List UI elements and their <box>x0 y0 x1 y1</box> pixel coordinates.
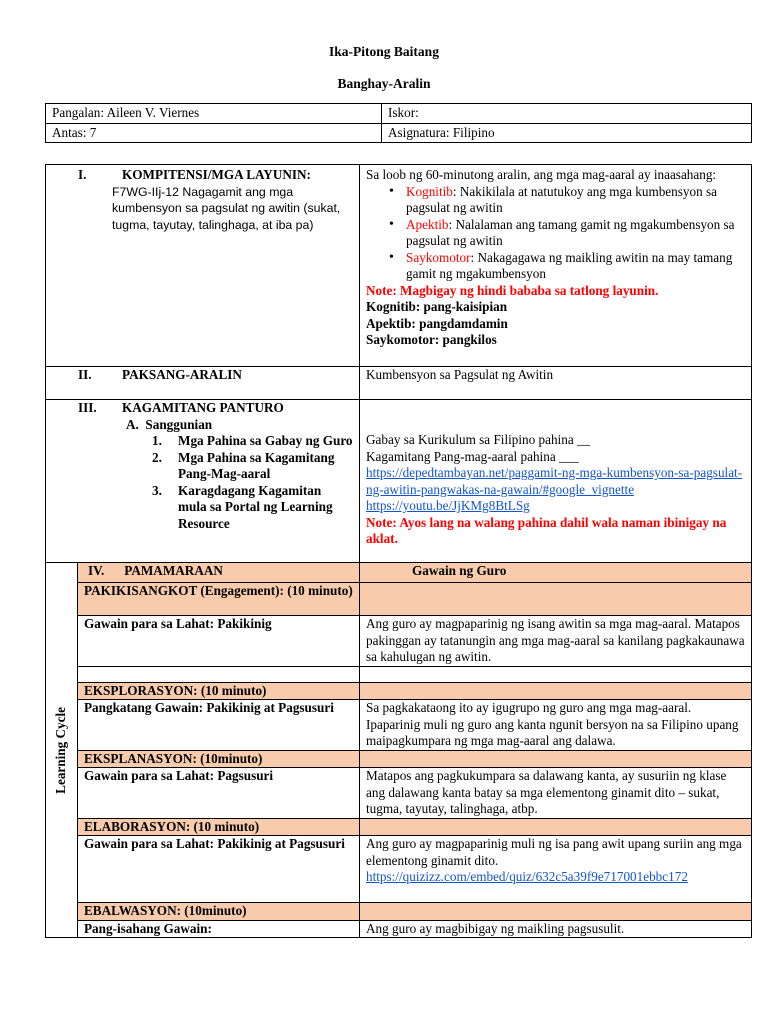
section-title: PAMAMARAAN <box>124 563 223 578</box>
subject-field: Asignatura: Filipino <box>382 123 752 143</box>
teacher-activity: Ang guro ay magbibigay ng maikling pagsusulit. <box>360 920 752 938</box>
material-item: 3. Karagdagang Kagamitan mula sa Portal ng Learning Resource <box>152 482 333 531</box>
phase-row <box>46 818 752 836</box>
grade-level: Antas: 7 <box>46 123 382 143</box>
phase-row <box>46 682 752 700</box>
document-title: Ika-Pitong Baitang <box>329 44 439 59</box>
phase-title: PAKIKISANGKOT (Engagement): (10 minuto) <box>78 583 360 616</box>
teacher-activity: Sa pagkakataong ito ay igugrupo ng guro ang mga mag-aaral. Ipaparinig muli ng guro ang kanta ngunit bersyon na sa Filipino upang maipagkumpara ng mga mag-aaral ang dalawa. <box>360 700 752 751</box>
phase-row <box>46 583 752 616</box>
materials-list <box>52 433 353 532</box>
section-number: III. <box>78 400 97 415</box>
references-heading: A. Sanggunian <box>126 416 213 432</box>
topic-text: Kumbensyon sa Pagsulat ng Awitin <box>360 367 752 400</box>
phase-title: EKSPLORASYON: (10 minuto) <box>78 682 360 700</box>
resource-link[interactable]: https://depedtambayan.net/paggamit-ng-mga-kumbensyon-sa-pagsulat-ng-awitin-pangwakas-na-gawain/#google_vignette <box>366 465 743 497</box>
activity-row <box>46 700 752 751</box>
activity-row <box>46 616 752 667</box>
spacer-row <box>46 666 752 682</box>
section-number: I. <box>78 167 87 182</box>
phase-row <box>46 750 752 768</box>
quiz-link[interactable]: https://quizizz.com/embed/quiz/632c5a39f9e717001ebbc172 <box>366 869 688 884</box>
activity-row <box>46 836 752 903</box>
section-title: KAGAMITANG PANTURO <box>122 400 284 415</box>
activity-row <box>46 920 752 938</box>
reference-teacher-guide: Gabay sa Kurikulum sa Filipino pahina __ <box>366 432 591 447</box>
lesson-plan-table <box>45 164 752 938</box>
section-materials <box>46 400 752 563</box>
teacher-activity-header: Gawain ng Guro <box>360 563 752 583</box>
activity-name: Pangkatang Gawain: Pakikinig at Pagsusuri <box>78 700 360 751</box>
activity-name: Pang-isahang Gawain: <box>78 920 360 938</box>
section-number: II. <box>78 367 92 382</box>
document-subtitle: Banghay-Aralin <box>337 76 431 91</box>
objectives-list <box>366 184 745 283</box>
teacher-activity: Ang guro ay magpaparinig muli ng isa pang awit upang suriin ang mga elementong ginamit dito. <box>366 836 742 868</box>
domain-cognitive: Kognitib: pang-kaisipian <box>366 299 508 314</box>
info-table <box>45 103 752 143</box>
activity-name: Gawain para sa Lahat: Pagsusuri <box>78 768 360 819</box>
material-item: 1. Mga Pahina sa Gabay ng Guro <box>152 433 353 448</box>
material-item: 2. Mga Pahina sa Kagamitang Pang-Mag-aaral <box>152 449 335 481</box>
section-objectives <box>46 165 752 367</box>
score-field: Iskor: <box>382 104 752 124</box>
reference-learner-material: Kagamitang Pang-mag-aaral pahina ___ <box>366 448 579 464</box>
phase-title: EKSPLANASYON: (10minuto) <box>78 750 360 768</box>
section-title: PAKSANG-ARALIN <box>122 367 242 382</box>
competency-text: F7WG-IIj-12 Nagagamit ang mga kumbensyon sa pagsulat ng awitin (sukat, tugma, tayutay, talinghaga, at iba pa) <box>112 184 341 232</box>
learning-cycle-label: Learning Cycle <box>53 706 69 794</box>
teacher-activity: Ang guro ay magpaparinig ng isang awitin sa mga mag-aaral. Matapos pakinggan ay tatanungin ang mga mag-aaral sa kanilang pagkakaunawa sa kahulugan ng awitin. <box>360 616 752 667</box>
section-topic <box>46 367 752 400</box>
objectives-intro: Sa loob ng 60-minutong aralin, ang mga mag-aaral ay inaasahang: <box>366 167 717 182</box>
teacher-name: Pangalan: Aileen V. Viernes <box>46 104 382 124</box>
phase-row <box>46 903 752 921</box>
procedure-header-row <box>46 563 752 583</box>
domain-affective: Apektib: pangdamdamin <box>366 315 508 331</box>
phase-title: ELABORASYON: (10 minuto) <box>78 818 360 836</box>
section-number: IV. <box>88 563 105 578</box>
teacher-activity: Matapos ang pagkukumpara sa dalawang kanta, ay susuriin ng klase ang dalawang kanta batay sa mga elementong ginamit dito – sukat, tugma, tayutay, talinghaga, atbp. <box>360 768 752 819</box>
objective-item: • Kognitib: Nakikilala at natutukoy ang mga kumbensyon sa pagsulat ng awitin <box>406 184 745 217</box>
section-title: KOMPITENSI/MGA LAYUNIN: <box>122 167 311 182</box>
objectives-note: Note: Magbigay ng hindi bababa sa tatlong layunin. <box>366 282 659 298</box>
activity-name: Gawain para sa Lahat: Pakikinig <box>78 616 360 667</box>
activity-row <box>46 768 752 819</box>
activity-name: Gawain para sa Lahat: Pakikinig at Pagsusuri <box>78 836 360 903</box>
domain-psychomotor: Saykomotor: pangkilos <box>366 332 497 347</box>
materials-note: Note: Ayos lang na walang pahina dahil wala naman ibinigay na aklat. <box>366 514 727 546</box>
phase-title: EBALWASYON: (10minuto) <box>78 903 360 921</box>
video-link[interactable]: https://youtu.be/JjKMg8BtLSg <box>366 498 530 513</box>
learning-cycle-cell <box>46 563 78 938</box>
objective-item: • Apektib: Nalalaman ang tamang gamit ng mgakumbensyon sa pagsulat ng awitin <box>406 217 745 250</box>
objective-item: • Saykomotor: Nakagagawa ng maikling awitin na may tamang gamit ng mgakumbensyon <box>406 250 745 283</box>
